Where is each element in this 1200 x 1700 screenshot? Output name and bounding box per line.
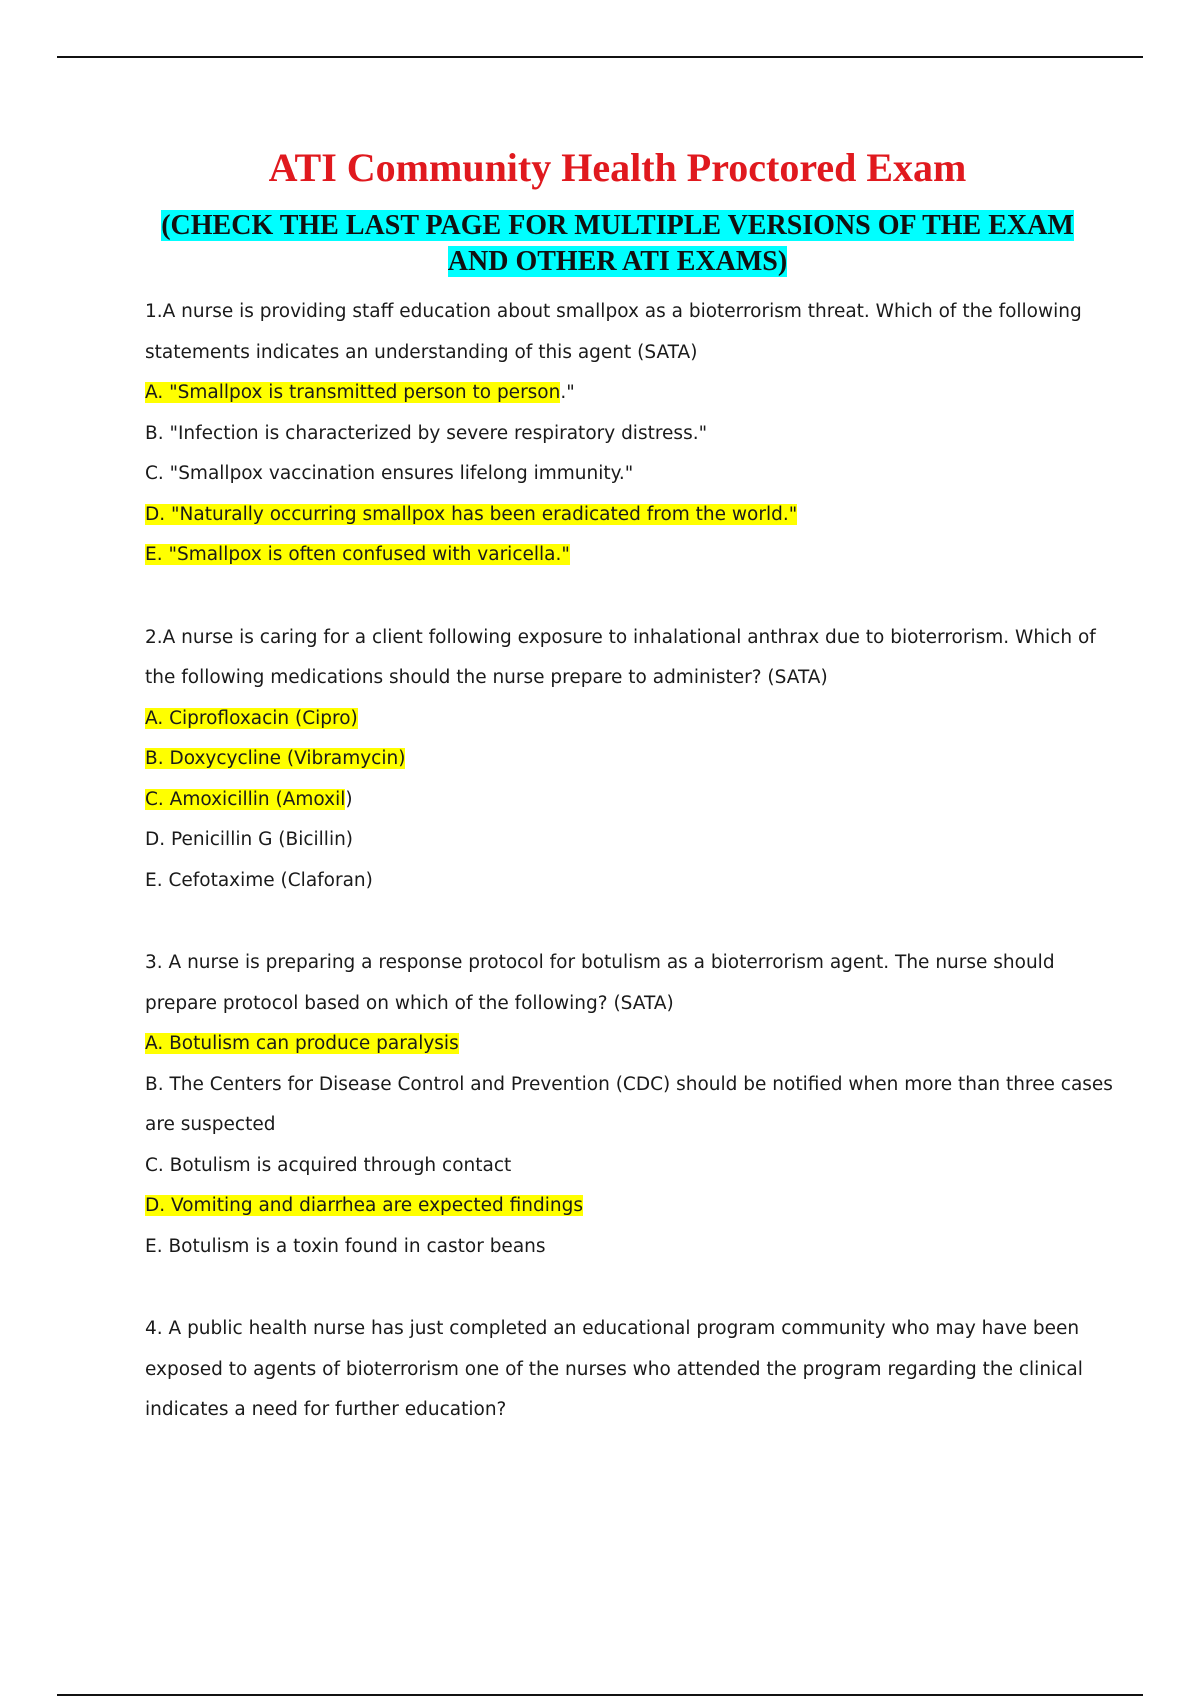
highlighted-answer: D. "Naturally occurring smallpox has been eradicated from the world." xyxy=(145,503,798,525)
question-4-stem-line-1: 4. A public health nurse has just completed an educational program community who may have been xyxy=(145,1318,1080,1339)
question-3 xyxy=(145,943,1113,1267)
top-rule xyxy=(57,56,1143,58)
question-2-option-d: D. Penicillin G (Bicillin) xyxy=(145,829,354,850)
question-1-option-d xyxy=(145,495,1095,536)
option-text-tail: ." xyxy=(560,382,575,403)
question-3-option-c: C. Botulism is acquired through contact xyxy=(145,1154,512,1176)
option-text-tail: ) xyxy=(345,788,353,810)
question-3-option-e: E. Botulism is a toxin found in castor beans xyxy=(145,1235,546,1257)
subtitle-line-1: (CHECK THE LAST PAGE FOR MULTIPLE VERSIONS OF THE EXAM xyxy=(161,210,1074,241)
question-3-option-a xyxy=(145,1024,1095,1065)
question-3-option-b-line-2: are suspected xyxy=(145,1114,276,1135)
question-1-stem-line-2: statements indicates an understanding of this agent (SATA) xyxy=(145,341,698,363)
question-list xyxy=(145,292,1113,1431)
question-3-option-b-line-1: B. The Centers for Disease Control and Prevention (CDC) should be notified when more than three cases xyxy=(145,1073,1113,1095)
subtitle-notice xyxy=(150,208,1085,280)
bottom-rule xyxy=(57,1694,1143,1696)
question-2-option-a xyxy=(145,699,1095,740)
question-spacer xyxy=(145,901,1095,943)
highlighted-answer: E. "Smallpox is often confused with varicella." xyxy=(145,544,570,565)
question-1-stem-line-1: 1.A nurse is providing staff education about smallpox as a bioterrorism threat. Which of the following xyxy=(145,301,1082,322)
question-4 xyxy=(145,1309,1095,1431)
question-3-stem-line-1: 3. A nurse is preparing a response protocol for botulism as a bioterrorism agent. The nurse should xyxy=(145,952,1055,973)
highlighted-answer: C. Amoxicillin (Amoxil xyxy=(145,788,346,810)
question-4-stem-line-3: indicates a need for further education? xyxy=(145,1399,507,1420)
question-2-option-b xyxy=(145,739,1095,780)
question-1-option-a xyxy=(145,373,1095,414)
question-2 xyxy=(145,618,1095,902)
question-spacer xyxy=(145,576,1095,618)
question-2-stem-line-2: the following medications should the nurse prepare to administer? (SATA) xyxy=(145,667,828,688)
question-3-option-d xyxy=(145,1186,1095,1227)
question-2-option-e: E. Cefotaxime (Claforan) xyxy=(145,869,373,891)
question-4-stem-line-2: exposed to agents of bioterrorism one of the nurses who attended the program regarding the clinical xyxy=(145,1358,1083,1380)
question-2-stem-line-1: 2.A nurse is caring for a client following exposure to inhalational anthrax due to bioterrorism. Which of xyxy=(145,626,1096,648)
question-1 xyxy=(145,292,1095,576)
page-title: ATI Community Health Proctored Exam xyxy=(268,145,967,190)
highlighted-answer: A. Botulism can produce paralysis xyxy=(145,1033,459,1054)
highlighted-answer: D. Vomiting and diarrhea are expected findings xyxy=(145,1195,583,1216)
question-2-option-c xyxy=(145,780,1095,821)
highlighted-answer: A. "Smallpox is transmitted person to person xyxy=(145,382,561,403)
question-spacer xyxy=(145,1267,1095,1309)
highlighted-answer: A. Ciprofloxacin (Cipro) xyxy=(145,707,358,729)
subtitle-line-2: AND OTHER ATI EXAMS) xyxy=(447,246,788,277)
question-1-option-e xyxy=(145,535,1095,576)
highlighted-answer: B. Doxycycline (Vibramycin) xyxy=(145,748,406,769)
question-3-stem-line-2: prepare protocol based on which of the following? (SATA) xyxy=(145,992,674,1014)
question-1-option-c: C. "Smallpox vaccination ensures lifelong immunity." xyxy=(145,463,634,484)
question-1-option-b: B. "Infection is characterized by severe respiratory distress." xyxy=(145,422,708,444)
